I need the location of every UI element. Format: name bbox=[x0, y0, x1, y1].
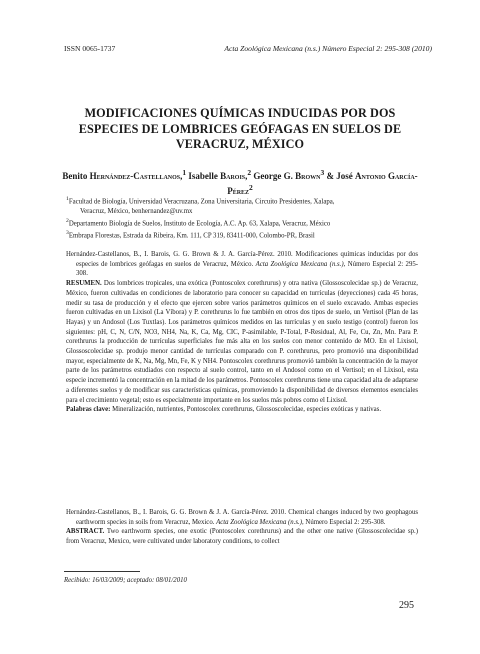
affiliation bbox=[66, 207, 418, 217]
journal-header: Acta Zoológica Mexicana (n.s.) Número Especial 2: 295-308 (2010) bbox=[224, 44, 432, 53]
english-citation bbox=[66, 508, 418, 527]
affil-sup: 3 bbox=[320, 168, 325, 177]
author-first-name: Isabelle bbox=[188, 171, 218, 181]
author-list bbox=[60, 167, 420, 197]
english-abstract-block bbox=[66, 508, 418, 547]
affiliation bbox=[66, 195, 418, 207]
resumen-label: RESUMEN. bbox=[66, 280, 102, 288]
abstract-label: ABSTRACT. bbox=[66, 528, 105, 536]
affil-sup: 2 bbox=[249, 183, 253, 192]
ampersand: & bbox=[326, 171, 334, 181]
affiliation bbox=[66, 217, 418, 229]
affiliations bbox=[66, 195, 418, 241]
citation-authors: Hernández-Castellanos, B., I. Barois, G. G. Brown & J. A. García-Pérez. 2010. Modificaciones químicas inducidas por dos especies de lombrices geófagas en suelos de Veracruz, México. bbox=[66, 251, 418, 268]
author-first-name: Benito bbox=[62, 171, 88, 181]
citation-issue: Número Especial 2: 295-308. bbox=[305, 518, 386, 526]
spanish-citation bbox=[66, 250, 418, 279]
article-title: MODIFICACIONES QUÍMICAS INDUCIDAS POR DOS ESPECIES DE LOMBRICES GEÓFAGAS EN SUELOS DE VERACRUZ, MÉXICO bbox=[78, 106, 402, 151]
author-first-name: George G. bbox=[253, 171, 293, 181]
affiliation-text: Embrapa Florestas, Estrada da Ribeira, Km. 111, CP 319, 83411-000, Colombo-PR, Brasil bbox=[68, 231, 315, 239]
received-date: Recibido: 16/03/2009; aceptado: 08/01/2010 bbox=[64, 577, 187, 584]
resumen bbox=[66, 279, 418, 405]
affil-sup: 3 bbox=[66, 229, 69, 236]
page-number: 295 bbox=[399, 600, 414, 611]
affiliation-text: Veracruz, México, benhernandez@uv.mx bbox=[80, 207, 193, 215]
citation-journal: Acta Zoológica Mexicana (n.s.), bbox=[255, 260, 346, 268]
footnote-rule bbox=[64, 571, 140, 572]
abstract-text: Two earthworm species, one exotic (Pontoscolex corethrurus) and the other one native (Glossoscolecidae sp.) from Veracruz, Mexico, were cultivated under laboratory conditions, to collect bbox=[66, 528, 419, 546]
author-surname: Brown bbox=[295, 171, 321, 181]
author-surname: Hernández-Castellanos, bbox=[89, 171, 183, 181]
affiliation-text: Departamento Biología de Suelos, Instituto de Ecología, A.C. Ap. 63, Xalapa, Veracruz, México bbox=[68, 219, 331, 227]
keywords-label: Palabras clave: bbox=[66, 406, 111, 414]
abstract bbox=[66, 527, 418, 546]
affil-sup: 1 bbox=[66, 196, 69, 202]
affil-sup: 2 bbox=[66, 217, 69, 224]
author-surname: Barois, bbox=[220, 171, 248, 181]
keywords-text: Mineralización, nutrientes, Pontoscolex corethrurus, Glossoscolecidae, especies exóticas y nativas. bbox=[112, 406, 382, 414]
affiliation bbox=[66, 229, 418, 241]
affil-sup: 1 bbox=[182, 168, 187, 177]
resumen-text: Dos lombrices tropicales, una exótica (Pontoscolex corethrurus) y otra nativa (Glossoscolecidae sp.) de Veracruz, México, fueron cultivadas en condiciones de laboratorio para conocer su capacidad en turrículas (deyecciones) cada 45 horas, medir su tasa de producción y el efecto que ejercen sobre varios parámetros químicos en el suelo excavado. Ambas especies fueron cultivadas en un Lixisol (La Víbora) y P. corethrurus lo fue también en otros dos tipos de suelo, un Vertisol (Plan de las Hayas) y un Andosol (Los Tuxtlas). Los parámetros químicos medidos en las turrículas y en suelo testigo (control) fueron los siguientes: pH, C, N, C/N, NO3, NH4, Na, K, Ca, Mg, CIC, P-asimilable, P-Total, P-Residual, Al, Fe, Cu, Zn, Mn. Para P. corethrurus la producción de turrículas superficiales fue más alta en los suelos con menor contenido de MO. En el Lixisol, Glossoscolecidae sp. produjo menor cantidad de turrículas comparado con P. corethrurus, pero promovió una disponibilidad mayor, especialmente de K, Na, Mg, Mn, Fe, K y NH4. Pontoscolex corethrurus promovió también la concentración de la mayor parte de los parámetros estudiados con respecto al suelo control, tanto en el Andosol como en el Vertisol; en el Lixisol, esta especie incrementó la concentración en la mitad de los parámetros. Pontoscolex corethrurus tiene una capacidad alta de adaptarse a diferentes suelos y de modificar sus características químicas, promoviendo la disponibilidad de diversos elementos esenciales para el crecimiento vegetal; esto es especialmente importante en los suelos más pobres como el Lixisol. bbox=[66, 280, 418, 404]
citation-issue: Número Especial 2: 295-308. bbox=[76, 260, 419, 278]
citation-authors: Hernández-Castellanos, B., I. Barois, G. G. Brown & J. A. García-Pérez. 2010. Chemical changes induced by two geophagous earthworm species in soils from Veracruz, Mexico. bbox=[66, 509, 418, 526]
author-surname: Antonio García-Pérez bbox=[227, 171, 418, 196]
spanish-abstract-block bbox=[66, 250, 418, 415]
affil-sup: 2 bbox=[247, 168, 252, 177]
palabras-clave bbox=[66, 405, 418, 415]
issn: ISSN 0065-1737 bbox=[64, 44, 116, 53]
citation-journal: Acta Zoológica Mexicana (n.s.), bbox=[216, 518, 304, 526]
affiliation-text: Facultad de Biología, Universidad Veracruzana, Zona Universitaria, Circuito Presidentes, Xalapa, bbox=[68, 198, 335, 206]
author-first-name: José bbox=[336, 171, 353, 181]
